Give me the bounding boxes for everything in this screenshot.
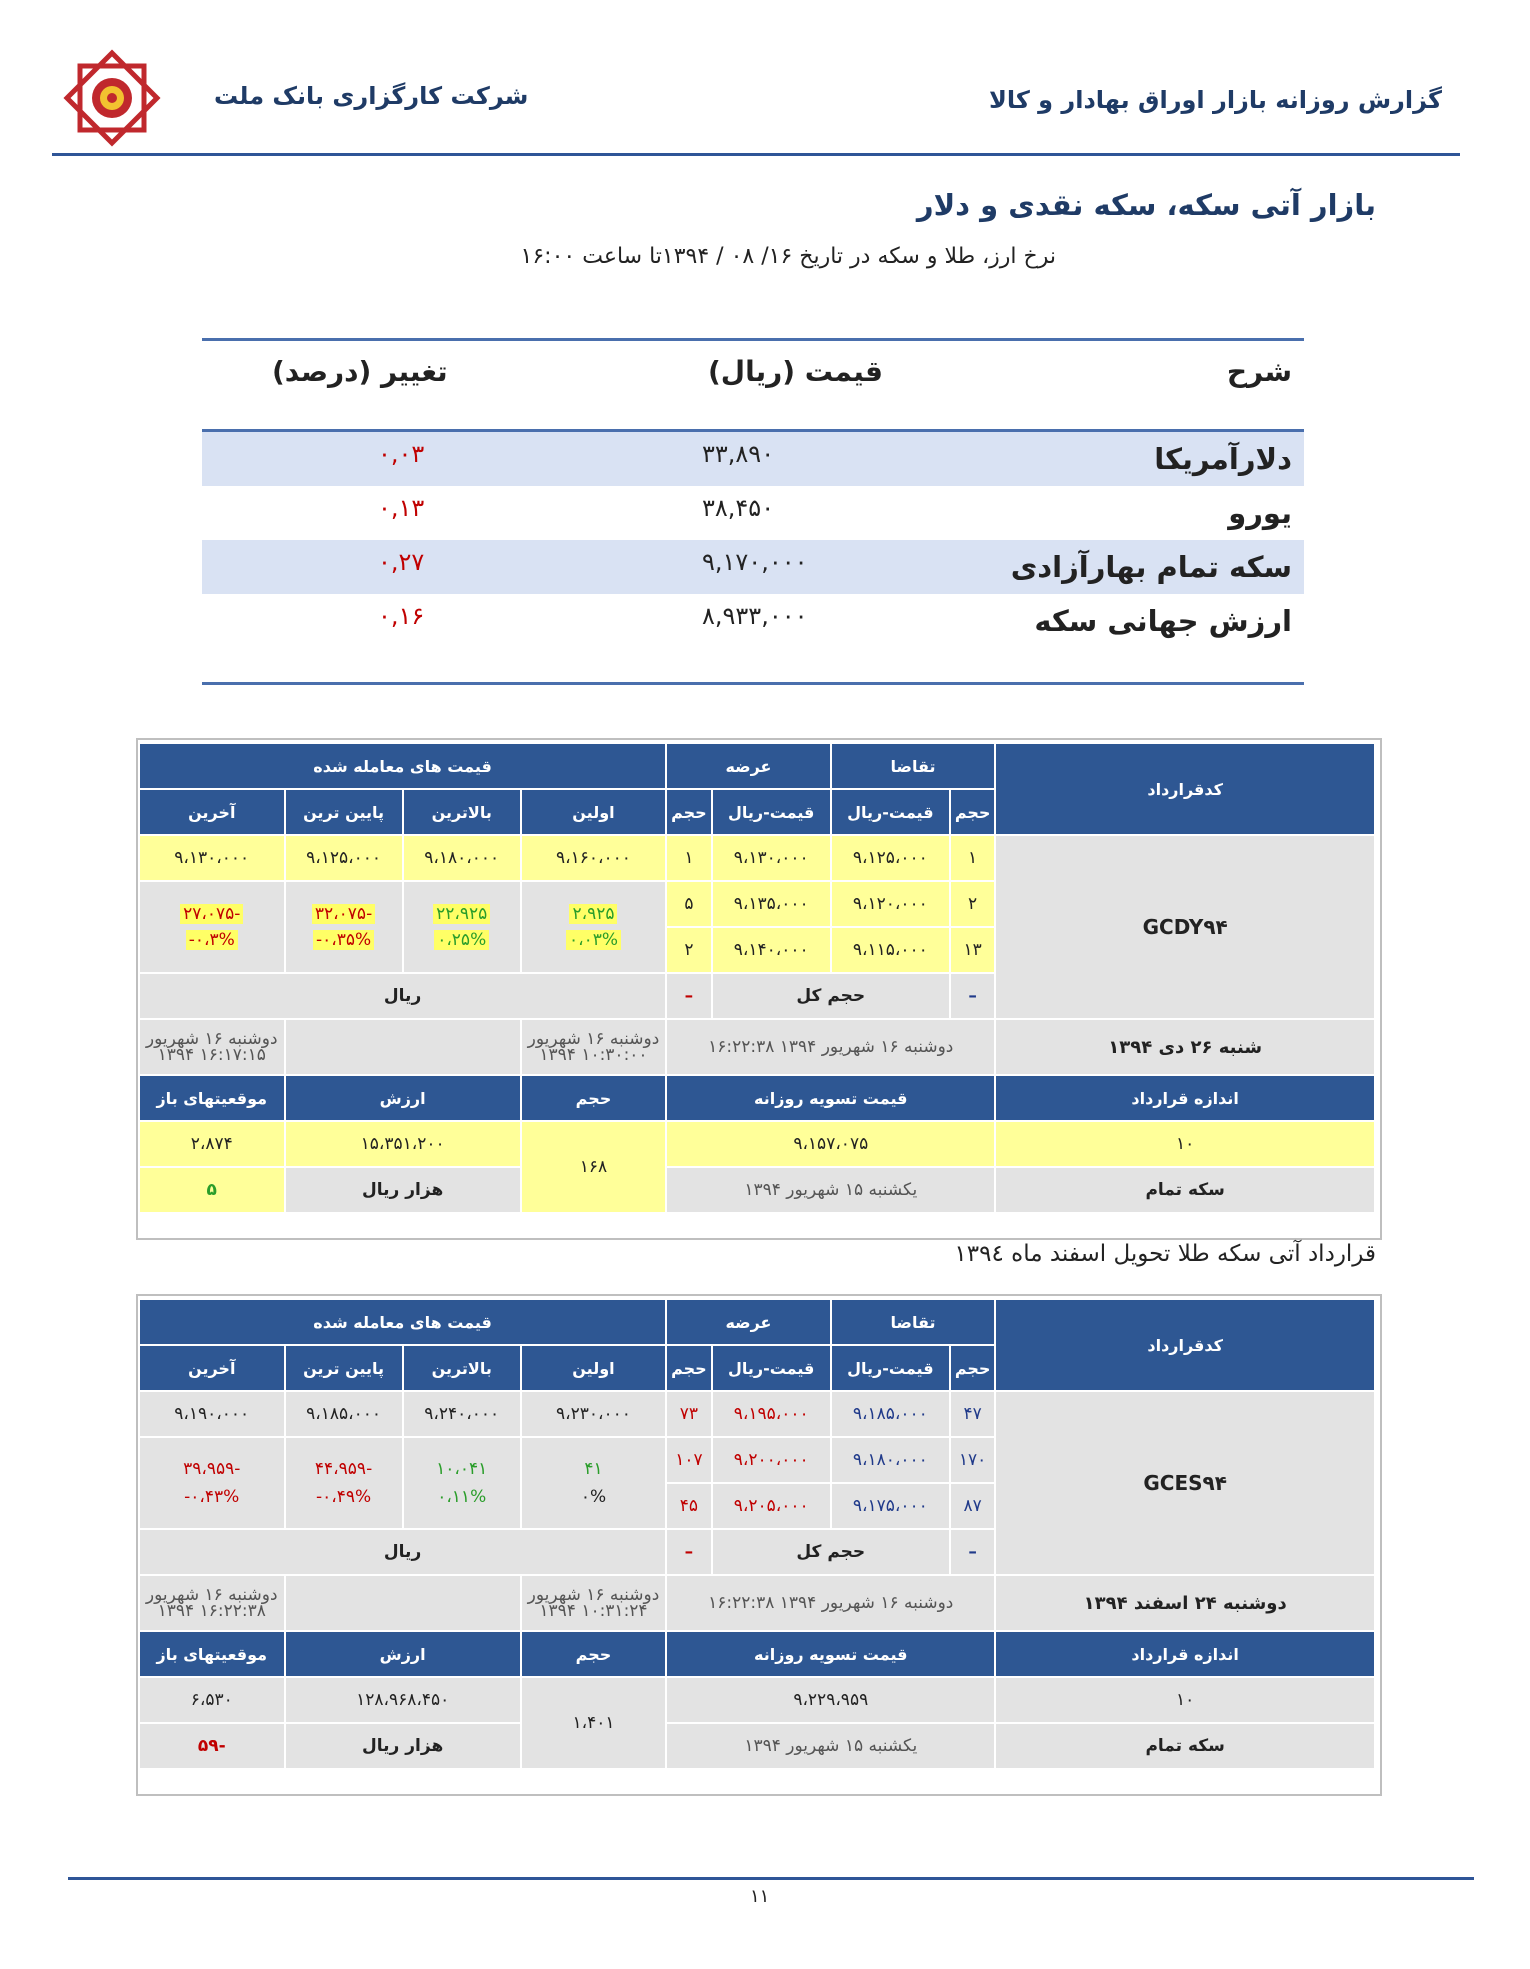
contract-size: ۱۰	[995, 1677, 1375, 1723]
low-change-cell	[285, 1437, 403, 1529]
demand-volume: ۸۷	[950, 1483, 995, 1529]
last-change: -۲۷،۰۷۵	[180, 904, 243, 924]
total-volume-label: حجم کل	[712, 973, 950, 1019]
last-change: -۳۹،۹۵۹	[183, 1459, 241, 1479]
high-header: بالاترین	[403, 1345, 521, 1391]
first-header: اولین	[521, 789, 666, 835]
contract-caption: قرارداد آتی سکه طلا تحویل اسفند ماه ۱۳۹٤	[954, 1241, 1376, 1267]
col-desc: شرح	[1226, 355, 1292, 388]
high-header: بالاترین	[403, 789, 521, 835]
demand-price: ۹،۱۸۰،۰۰۰	[831, 1437, 950, 1483]
low-header: پایین ترین	[285, 789, 403, 835]
open-interest-header: موقعیتهای باز	[139, 1075, 285, 1121]
demand-price-header: قیمت-ریال	[831, 1345, 950, 1391]
last-header: آخرین	[139, 789, 285, 835]
supply-volume: ۱	[666, 835, 711, 881]
trade-value: ۱۲۸،۹۶۸،۴۵۰	[285, 1677, 521, 1723]
supply-volume-header: حجم	[666, 1345, 711, 1391]
first-time-cell	[521, 1575, 666, 1631]
demand-total-dash: –	[950, 1529, 995, 1575]
demand-price: ۹،۱۸۵،۰۰۰	[831, 1391, 950, 1437]
high-price: ۹،۲۴۰،۰۰۰	[403, 1391, 521, 1437]
volume-header: حجم	[521, 1631, 666, 1677]
contract-unit: سکه تمام	[995, 1723, 1375, 1769]
open-interest-change: ۵	[139, 1167, 285, 1213]
value-unit: هزار ریال	[285, 1723, 521, 1769]
supply-volume-header: حجم	[666, 789, 711, 835]
supply-price: ۹،۱۳۵،۰۰۰	[712, 881, 831, 927]
value-header: ارزش	[285, 1075, 521, 1121]
demand-volume-header: حجم	[950, 1345, 995, 1391]
last-price: ۹،۱۹۰،۰۰۰	[139, 1391, 285, 1437]
bank-mellat-logo-icon	[62, 48, 162, 148]
report-title: گزارش روزانه بازار اوراق بهادار و کالا	[988, 86, 1442, 114]
traded-prices-header: قیمت های معامله شده	[139, 1299, 666, 1345]
supply-volume: ۴۵	[666, 1483, 711, 1529]
first-change: ۲،۹۲۵	[569, 904, 617, 924]
empty-cell	[285, 1019, 521, 1075]
demand-header: تقاضا	[831, 1299, 996, 1345]
settlement-price: ۹،۲۲۹،۹۵۹	[666, 1677, 995, 1723]
settlement-price: ۹،۱۵۷،۰۷۵	[666, 1121, 995, 1167]
section-title: بازار آتی سکه، سکه نقدی و دلار	[916, 188, 1376, 222]
last-time-line1: دوشنبه ۱۶ شهریور	[145, 1585, 278, 1605]
last-change-cell	[139, 1437, 285, 1529]
first-time-line1: دوشنبه ۱۶ شهریور	[527, 1029, 660, 1049]
first-change-cell	[521, 881, 666, 973]
first-change: ۴۱	[584, 1459, 603, 1479]
low-percent: ۰،۳۵%-	[313, 930, 374, 950]
last-percent: ۰،۳%-	[186, 930, 238, 950]
contract-code-header: کدقرارداد	[995, 743, 1375, 835]
supply-total-dash: –	[666, 1529, 711, 1575]
high-change: ۲۲،۹۲۵	[433, 904, 490, 924]
low-price: ۹،۱۸۵،۰۰۰	[285, 1391, 403, 1437]
rate-row: ارزش جهانی سکه ۸,۹۳۳,۰۰۰ ۰,۱۶	[378, 602, 1292, 638]
first-header: اولین	[521, 1345, 666, 1391]
demand-volume: ۱۷۰	[950, 1437, 995, 1483]
first-time-line2: ۱۰:۳۱:۲۴ ۱۳۹۴	[539, 1601, 648, 1621]
open-interest: ۲،۸۷۴	[139, 1121, 285, 1167]
high-change: ۱۰،۰۴۱	[436, 1459, 488, 1479]
currency-unit: ریال	[139, 1529, 666, 1575]
order-time: دوشنبه ۱۶ شهریور ۱۳۹۴ ۱۶:۲۲:۳۸	[666, 1019, 995, 1075]
last-time-cell	[139, 1019, 285, 1075]
supply-header: عرضه	[666, 1299, 831, 1345]
supply-volume: ۲	[666, 927, 711, 973]
supply-header: عرضه	[666, 743, 831, 789]
rates-summary-header	[202, 341, 1304, 432]
trade-value: ۱۵،۳۵۱،۲۰۰	[285, 1121, 521, 1167]
page-number: ۱۱	[750, 1886, 770, 1907]
low-change-cell	[285, 881, 403, 973]
rate-row: یورو ۳۸,۴۵۰ ۰,۱۳	[378, 494, 1292, 530]
order-time: دوشنبه ۱۶ شهریور ۱۳۹۴ ۱۶:۲۲:۳۸	[666, 1575, 995, 1631]
demand-price-header: قیمت-ریال	[831, 789, 950, 835]
contract-size: ۱۰	[995, 1121, 1375, 1167]
first-price: ۹،۱۶۰،۰۰۰	[521, 835, 666, 881]
contract-table-gces94	[138, 1298, 1376, 1770]
high-change-cell	[403, 881, 521, 973]
supply-price: ۹،۲۰۰،۰۰۰	[712, 1437, 831, 1483]
first-time-cell	[521, 1019, 666, 1075]
last-time-cell	[139, 1575, 285, 1631]
col-price: قیمت (ریال)	[708, 355, 883, 388]
demand-total-dash: –	[950, 973, 995, 1019]
open-interest-change: -۵۹	[139, 1723, 285, 1769]
high-change-cell	[403, 1437, 521, 1529]
first-time-line1: دوشنبه ۱۶ شهریور	[527, 1585, 660, 1605]
contract-code: GCDY۹۴	[995, 835, 1375, 1019]
footer-divider	[68, 1877, 1474, 1880]
low-header: پایین ترین	[285, 1345, 403, 1391]
supply-price: ۹،۱۹۵،۰۰۰	[712, 1391, 831, 1437]
last-change-cell	[139, 881, 285, 973]
last-header: آخرین	[139, 1345, 285, 1391]
header-divider	[52, 153, 1460, 156]
low-price: ۹،۱۲۵،۰۰۰	[285, 835, 403, 881]
first-percent: ۰،۰۳%	[566, 930, 621, 950]
settlement-price-header: قیمت تسویه روزانه	[666, 1631, 995, 1677]
section-subtitle: نرخ ارز، طلا و سکه در تاریخ ۱۶/ ۰۸ / ۱۳۹۴تا ساعت ۱۶:۰۰	[520, 244, 1056, 269]
open-interest: ۶،۵۳۰	[139, 1677, 285, 1723]
volume-header: حجم	[521, 1075, 666, 1121]
open-interest-header: موقعیتهای باز	[139, 1631, 285, 1677]
low-change: -۳۲،۰۷۵	[312, 904, 375, 924]
settlement-date: یکشنبه ۱۵ شهریور ۱۳۹۴	[666, 1167, 995, 1213]
demand-price: ۹،۱۷۵،۰۰۰	[831, 1483, 950, 1529]
contract-unit: سکه تمام	[995, 1167, 1375, 1213]
contract-size-header: اندازه قرارداد	[995, 1631, 1375, 1677]
rate-row: سکه تمام بهارآزادی ۹,۱۷۰,۰۰۰ ۰,۲۷	[202, 540, 1304, 594]
demand-volume: ۱۳	[950, 927, 995, 973]
demand-header: تقاضا	[831, 743, 996, 789]
first-percent: ۰%	[580, 1487, 607, 1507]
supply-volume: ۷۳	[666, 1391, 711, 1437]
contract-size-header: اندازه قرارداد	[995, 1075, 1375, 1121]
supply-price-header: قیمت-ریال	[712, 1345, 831, 1391]
value-header: ارزش	[285, 1631, 521, 1677]
supply-price: ۹،۱۴۰،۰۰۰	[712, 927, 831, 973]
demand-volume: ۲	[950, 881, 995, 927]
last-price: ۹،۱۳۰،۰۰۰	[139, 835, 285, 881]
demand-volume: ۱	[950, 835, 995, 881]
demand-volume-header: حجم	[950, 789, 995, 835]
supply-total-dash: –	[666, 973, 711, 1019]
contract-code: GCES۹۴	[995, 1391, 1375, 1575]
contract-table-gcdy94	[138, 742, 1376, 1214]
last-time-line2: ۱۶:۱۷:۱۵ ۱۳۹۴	[157, 1045, 266, 1065]
contract-date: شنبه ۲۶ دی ۱۳۹۴	[995, 1019, 1375, 1075]
contract-code-header: کدقرارداد	[995, 1299, 1375, 1391]
demand-volume: ۴۷	[950, 1391, 995, 1437]
contract-date: دوشنبه ۲۴ اسفند ۱۳۹۴	[995, 1575, 1375, 1631]
demand-price: ۹،۱۲۰،۰۰۰	[831, 881, 950, 927]
rate-row: دلارآمریکا ۳۳,۸۹۰ ۰,۰۳	[202, 432, 1304, 486]
high-price: ۹،۱۸۰،۰۰۰	[403, 835, 521, 881]
settlement-date: یکشنبه ۱۵ شهریور ۱۳۹۴	[666, 1723, 995, 1769]
rates-summary-table	[202, 338, 1304, 685]
high-percent: ۰،۲۵%	[434, 930, 489, 950]
demand-price: ۹،۱۲۵،۰۰۰	[831, 835, 950, 881]
value-unit: هزار ریال	[285, 1167, 521, 1213]
col-change: تغییر (درصد)	[272, 355, 448, 388]
supply-price-header: قیمت-ریال	[712, 789, 831, 835]
supply-volume: ۱۰۷	[666, 1437, 711, 1483]
high-percent: ۰،۱۱%	[437, 1487, 487, 1507]
supply-price: ۹،۱۳۰،۰۰۰	[712, 835, 831, 881]
trade-volume: ۱،۴۰۱	[521, 1677, 666, 1769]
low-change: -۴۴،۹۵۹	[314, 1459, 373, 1479]
supply-price: ۹،۲۰۵،۰۰۰	[712, 1483, 831, 1529]
first-price: ۹،۲۳۰،۰۰۰	[521, 1391, 666, 1437]
empty-cell	[285, 1575, 521, 1631]
last-percent: ۰،۴۳%-	[184, 1487, 240, 1507]
demand-price: ۹،۱۱۵،۰۰۰	[831, 927, 950, 973]
low-percent: ۰،۴۹%-	[315, 1487, 372, 1507]
settlement-price-header: قیمت تسویه روزانه	[666, 1075, 995, 1121]
company-name: شرکت کارگزاری بانک ملت	[214, 82, 529, 110]
trade-volume: ۱۶۸	[521, 1121, 666, 1213]
currency-unit: ریال	[139, 973, 666, 1019]
last-time-line1: دوشنبه ۱۶ شهریور	[145, 1029, 278, 1049]
total-volume-label: حجم کل	[712, 1529, 950, 1575]
last-time-line2: ۱۶:۲۲:۳۸ ۱۳۹۴	[157, 1601, 266, 1621]
first-time-line2: ۱۰:۳۰:۰۰ ۱۳۹۴	[539, 1045, 648, 1065]
traded-prices-header: قیمت های معامله شده	[139, 743, 666, 789]
supply-volume: ۵	[666, 881, 711, 927]
first-change-cell	[521, 1437, 666, 1529]
